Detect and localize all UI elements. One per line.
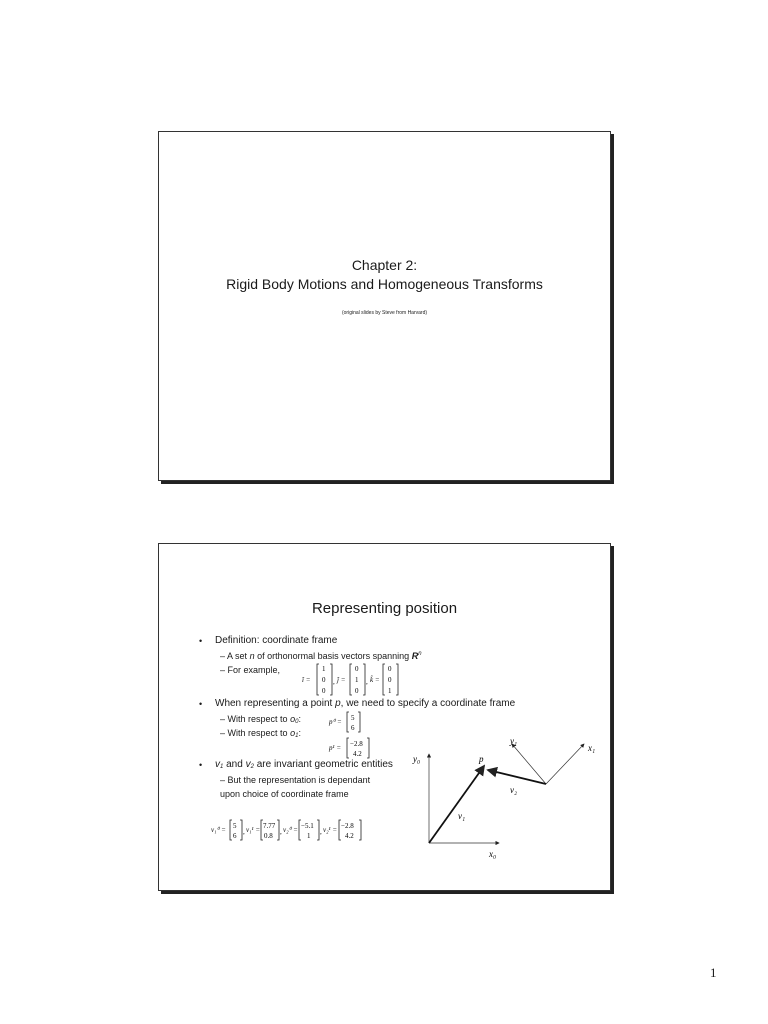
x1-label: x₁ <box>588 743 596 753</box>
matrix-cell: 1 <box>322 665 326 673</box>
matrix-cell: 7.77 <box>263 822 276 830</box>
v2-vector <box>488 770 546 784</box>
slide-credit: (original slides by Steve from Harvard) <box>341 310 428 316</box>
svg-text:,: , <box>333 678 335 686</box>
y1-label: y₁ <box>510 736 518 746</box>
dash-marker: – <box>220 651 226 661</box>
svg-text:v₁¹ =: v₁¹ = <box>246 826 261 834</box>
matrix-cell: 5 <box>351 714 355 722</box>
bullet-coordinate-frame: Definition: coordinate frame <box>215 635 338 646</box>
svg-text:p⁰ =: p⁰ = <box>329 718 342 726</box>
sub-bullet-wrt-o0: – With respect to o0: <box>220 714 301 725</box>
matrix-cell: 1 <box>355 676 359 684</box>
j-hat-label: ĵ = <box>337 676 346 684</box>
matrix-cell: 0 <box>388 676 392 684</box>
title-slide <box>158 131 611 481</box>
sub-bullet-orthonormal: – A set n of orthonormal basis vectors spanning $R^n$ <box>220 651 422 661</box>
point-p-label: p <box>479 754 484 764</box>
matrix-cell: 0.8 <box>264 832 273 840</box>
bullet-marker: • <box>199 699 203 709</box>
x0-label: x₀ <box>489 849 497 859</box>
svg-text:,: , <box>320 828 322 836</box>
matrix-cell: 5 <box>233 822 237 830</box>
bullet-invariant-entities: v1 and v2 are invariant geometric entities <box>215 759 393 770</box>
matrix-cell: 0 <box>355 665 359 673</box>
matrix-cell: 0 <box>355 687 359 695</box>
k-hat-label: k̂ = <box>370 676 380 684</box>
matrix-cell: 6 <box>233 832 237 840</box>
slide-heading: Representing position <box>311 600 458 617</box>
v2-label: v₂ <box>510 785 518 795</box>
p0-equation <box>329 710 369 739</box>
matrix-cell: 4.2 <box>353 750 362 758</box>
matrix-cell: 1 <box>307 832 311 840</box>
sub-bullet-example: – For example, <box>220 665 281 675</box>
y1-axis <box>512 744 546 784</box>
i-hat-label: î = <box>302 676 311 684</box>
svg-text:,: , <box>243 828 245 836</box>
chapter-label: Chapter 2: <box>351 257 418 273</box>
bullet-marker: • <box>199 760 203 770</box>
matrix-cell: −2.8 <box>350 740 363 748</box>
sub-bullet-continuation: upon choice of coordinate frame <box>220 789 349 799</box>
matrix-cell: 0 <box>322 687 326 695</box>
page-number: 1 <box>710 965 717 980</box>
svg-text:v₂⁰ =: v₂⁰ = <box>283 826 298 834</box>
y0-label: y₀ <box>413 754 421 764</box>
matrix-cell: 6 <box>351 724 355 732</box>
representing-position-slide <box>158 543 611 891</box>
bullet-marker: • <box>199 636 203 646</box>
svg-text:,: , <box>366 678 368 686</box>
matrix-cell: 0 <box>388 665 392 673</box>
chapter-title: Rigid Body Motions and Homogeneous Transforms <box>226 276 543 292</box>
basis-vectors-equation <box>302 662 402 703</box>
bullet-point-representation: When representing a point p, we need to specify a coordinate frame <box>215 698 516 709</box>
v-representations-equation <box>211 818 371 847</box>
svg-text:v₂¹ =: v₂¹ = <box>323 826 338 834</box>
matrix-cell: 4.2 <box>345 832 354 840</box>
matrix-cell: −2.8 <box>341 822 354 830</box>
x1-axis <box>546 744 584 784</box>
matrix-cell: 1 <box>388 687 392 695</box>
matrix-cell: −5.1 <box>301 822 314 830</box>
matrix-cell: 0 <box>322 676 326 684</box>
sub-bullet-wrt-o1: – With respect to o1: <box>220 728 301 739</box>
svg-text:p¹ =: p¹ = <box>329 744 342 752</box>
svg-text:,: , <box>280 828 282 836</box>
v1-vector <box>429 766 484 843</box>
svg-text:v₁⁰ =: v₁⁰ = <box>211 826 226 834</box>
sub-bullet-representation-dependant: – But the representation is dependant <box>220 775 371 785</box>
v1-label: v₁ <box>458 811 466 821</box>
coordinate-frames-diagram <box>409 729 609 879</box>
